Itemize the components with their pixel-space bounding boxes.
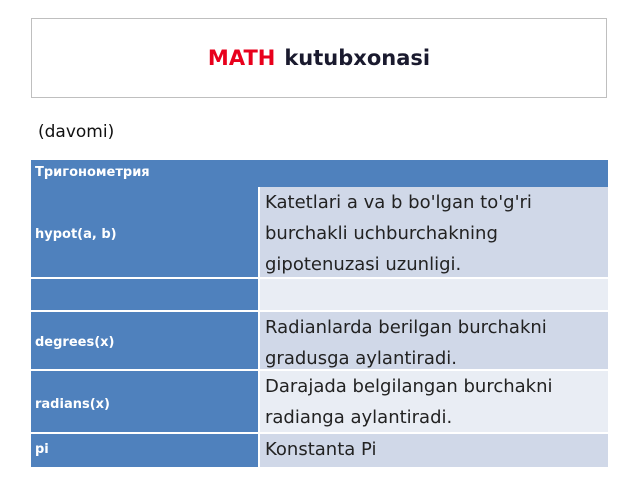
title-text: kutubxonasi	[284, 46, 431, 70]
function-name-pi: pi	[31, 432, 258, 467]
title-accent: MATH	[207, 46, 276, 70]
function-description-pi: Konstanta Pi	[258, 432, 608, 467]
function-name-hypot: hypot(a, b)	[31, 187, 258, 277]
empty-description-cell	[258, 277, 608, 310]
slide-title	[31, 18, 607, 98]
function-description-radians: Darajada belgilangan burchakni radianga aylantiradi.	[258, 369, 608, 432]
functions-table	[31, 160, 608, 467]
subtitle: (davomi)	[38, 122, 115, 142]
function-name-degrees: degrees(x)	[31, 310, 258, 369]
function-description-degrees: Radianlarda berilgan burchakni gradusga aylantiradi.	[258, 310, 608, 369]
empty-name-cell	[31, 277, 258, 310]
function-description-hypot: Katetlari a va b bo'lgan to'g'ri burchakli uchburchakning gipotenuzasi uzunligi.	[258, 187, 608, 277]
function-name-radians: radians(x)	[31, 369, 258, 432]
table-header: Тригонометрия	[31, 160, 608, 187]
